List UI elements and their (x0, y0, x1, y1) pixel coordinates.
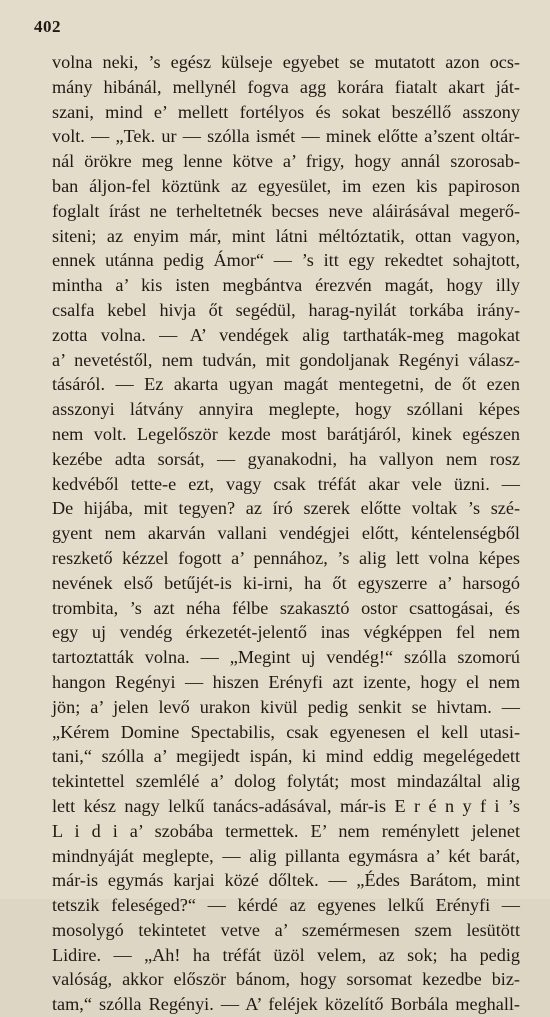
text-line: kezébe adta sorsát, — gyanakodni, ha vallyon nem rosz (52, 448, 520, 469)
text-line: hangon Regényi — hiszen Erényfi azt izente, hogy el nem (52, 671, 520, 692)
text-line: mindnyáját meglepte, — alig pillanta egymásra a’ két barát, (52, 845, 520, 866)
text-line: kedvéből tette-e ezt, vagy csak tréfát akar vele üzni. — (52, 473, 520, 494)
text-line: csalfa kebel hivja őt segédül, harag-nyilát torkába irány- (52, 299, 520, 320)
text-line: mosolygó tekintetet vetve a’ szemérmesen szem lesütött (52, 919, 520, 940)
text-line: asszonyi látvány annyira meglepte, hogy szóllani képes (52, 399, 520, 420)
text-line: De hijába, mit tegyen? az író szerek előtte voltak ’s szé- (52, 498, 520, 519)
text-line: tartoztatták volna. — „Megint uj vendég!“ szólla szomorú (52, 647, 520, 668)
text-line: tásáról. — Ez akarta ugyan magát mentegetni, de őt ezen (52, 374, 520, 395)
text-line: volna neki, ’s egész külseje egyebet se mutatott azon ocs- (52, 52, 520, 72)
text-line: nál örökre meg lenne kötve a’ frigy, hogy annál szorosab- (52, 151, 520, 172)
page-number: 402 (34, 17, 61, 36)
text-line: lett kész nagy lelkű tanács-adásával, már-is E r é n y f i ’s (52, 795, 520, 816)
text-line: reszkető kézzel fogott a’ pennához, ’s alig lett volna képes (52, 547, 520, 568)
text-line: zotta volna. — A’ vendégek alig tarthaták-meg magokat (52, 324, 520, 345)
text-line: szani, mind e’ mellett fortélyos és sokat beszéllő asszony (52, 101, 520, 122)
body-text (52, 50, 520, 1017)
text-line: mány hibánál, mellynél fogva agg korára fiatalt akart ját- (52, 76, 520, 97)
text-line: nevének első betűjét-is ki-irni, ha őt egyszerre a’ harsogó (52, 572, 520, 593)
text-line: foglalt írást ne terheltetnék becses neve aláirásával megerő- (52, 200, 520, 221)
text-line: L i d i a’ szobába termettek. E’ nem reménylett jelenet (52, 820, 520, 841)
text-line: tani,“ szólla a’ megijedt ispán, ki mind eddig megelégedett (52, 746, 520, 767)
text-line: valóság, akkor először bánom, hogy sorsomat kezedbe biz- (52, 969, 520, 990)
text-line: gyent nem akarván vallani vendégjei előtt, kéntelenségből (52, 523, 520, 544)
text-line: mintha a’ kis isten megbántva érezvén magát, hogy illy (52, 275, 520, 296)
text-line: siteni; az enyim már, mint látni méltóztatik, ottan vagyon, (52, 225, 520, 246)
text-line: Lidire. — „Ah! ha tréfát üzöl velem, az sok; ha pedig (52, 944, 520, 965)
text-line: volt. — „Tek. ur — szólla ismét — minek előtte a’szent oltár- (52, 126, 520, 147)
text-line: egy uj vendég érkezetét-jelentő inas végképpen fel nem (52, 622, 520, 643)
text-line: trombita, ’s azt néha félbe szakasztó ostor csattogásai, és (52, 597, 520, 618)
text-line: „Kérem Domine Spectabilis, csak egyenesen el kell utasi- (52, 721, 520, 742)
text-line: tekintettel szemlélé a’ dolog folytát; most mindazáltal alig (52, 771, 520, 792)
text-line: ban áljon-fel köztünk az egyesület, im ezen kis papiroson (52, 175, 520, 196)
text-line: már-is egymás karjai közé dőltek. — „Édes Barátom, mint (52, 870, 520, 891)
text-line: ennek utánna pedig Ámor“ — ’s itt egy rekedtet sohajtott, (52, 250, 520, 271)
text-line: nem volt. Legelőször kezde most barátjáról, kinek egészen (52, 423, 520, 444)
text-line: a’ nevetéstől, nem tudván, mit gondoljanak Regényi válasz- (52, 349, 520, 370)
text-line: jön; a’ jelen levő urakon kivül pedig senkit se hivtam. — (52, 696, 520, 717)
text-line: tetszik feleséged?“ — kérdé az egyenes lelkű Erényfi — (52, 895, 520, 916)
text-line: tam,“ szólla Regényi. — A’ feléjek közelítő Borbála meghall- (52, 994, 520, 1015)
